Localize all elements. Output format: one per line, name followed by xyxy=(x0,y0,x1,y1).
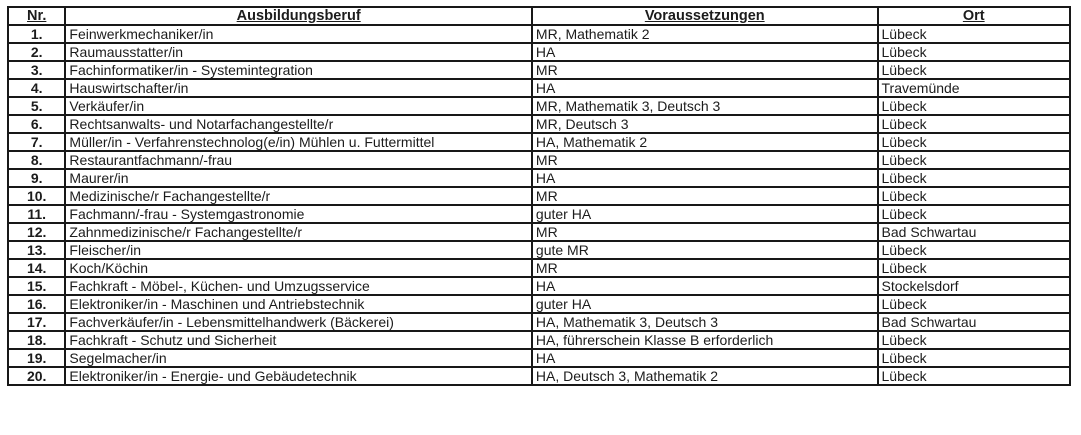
table-row xyxy=(8,295,1070,313)
cell-ausbildungsberuf: Fachmann/-frau - Systemgastronomie xyxy=(65,205,532,223)
cell-nr: 11. xyxy=(8,205,65,223)
cell-ausbildungsberuf: Elektroniker/in - Maschinen und Antriebstechnik xyxy=(65,295,532,313)
cell-voraussetzungen: HA xyxy=(532,169,878,187)
cell-voraussetzungen: guter HA xyxy=(532,295,878,313)
cell-voraussetzungen: MR, Mathematik 3, Deutsch 3 xyxy=(532,97,878,115)
cell-ausbildungsberuf: Fleischer/in xyxy=(65,241,532,259)
cell-ausbildungsberuf: Fachverkäufer/in - Lebensmittelhandwerk (Bäckerei) xyxy=(65,313,532,331)
table-row xyxy=(8,223,1070,241)
table-row xyxy=(8,169,1070,187)
cell-ort: Lübeck xyxy=(878,97,1070,115)
table-row xyxy=(8,115,1070,133)
cell-nr: 2. xyxy=(8,43,65,61)
cell-nr: 4. xyxy=(8,79,65,97)
header-row xyxy=(8,7,1070,25)
cell-nr: 5. xyxy=(8,97,65,115)
cell-nr: 13. xyxy=(8,241,65,259)
cell-ort: Lübeck xyxy=(878,331,1070,349)
cell-ort: Lübeck xyxy=(878,241,1070,259)
cell-voraussetzungen: guter HA xyxy=(532,205,878,223)
cell-voraussetzungen: MR, Mathematik 2 xyxy=(532,25,878,43)
cell-ort: Lübeck xyxy=(878,349,1070,367)
table-row xyxy=(8,25,1070,43)
table-row xyxy=(8,205,1070,223)
cell-voraussetzungen: HA, Mathematik 2 xyxy=(532,133,878,151)
cell-ausbildungsberuf: Segelmacher/in xyxy=(65,349,532,367)
cell-voraussetzungen: gute MR xyxy=(532,241,878,259)
cell-nr: 7. xyxy=(8,133,65,151)
cell-ort: Lübeck xyxy=(878,187,1070,205)
cell-ort: Lübeck xyxy=(878,151,1070,169)
cell-ausbildungsberuf: Hauswirtschafter/in xyxy=(65,79,532,97)
table-row xyxy=(8,43,1070,61)
cell-ort: Lübeck xyxy=(878,367,1070,385)
cell-voraussetzungen: HA, führerschein Klasse B erforderlich xyxy=(532,331,878,349)
cell-ausbildungsberuf: Restaurantfachmann/-frau xyxy=(65,151,532,169)
cell-ausbildungsberuf: Fachkraft - Möbel-, Küchen- und Umzugsservice xyxy=(65,277,532,295)
cell-ausbildungsberuf: Raumausstatter/in xyxy=(65,43,532,61)
cell-voraussetzungen: MR xyxy=(532,151,878,169)
cell-nr: 18. xyxy=(8,331,65,349)
cell-nr: 15. xyxy=(8,277,65,295)
table-row xyxy=(8,187,1070,205)
cell-voraussetzungen: HA xyxy=(532,79,878,97)
cell-voraussetzungen: HA xyxy=(532,43,878,61)
cell-nr: 6. xyxy=(8,115,65,133)
cell-nr: 9. xyxy=(8,169,65,187)
cell-voraussetzungen: MR xyxy=(532,223,878,241)
cell-nr: 10. xyxy=(8,187,65,205)
cell-ausbildungsberuf: Fachinformatiker/in - Systemintegration xyxy=(65,61,532,79)
cell-ort: Lübeck xyxy=(878,115,1070,133)
table-row xyxy=(8,241,1070,259)
cell-voraussetzungen: HA, Mathematik 3, Deutsch 3 xyxy=(532,313,878,331)
column-header-beruf: Ausbildungsberuf xyxy=(65,7,532,25)
table-row xyxy=(8,277,1070,295)
cell-voraussetzungen: HA xyxy=(532,349,878,367)
cell-nr: 8. xyxy=(8,151,65,169)
cell-voraussetzungen: MR xyxy=(532,61,878,79)
cell-ausbildungsberuf: Feinwerkmechaniker/in xyxy=(65,25,532,43)
cell-voraussetzungen: HA xyxy=(532,277,878,295)
cell-nr: 19. xyxy=(8,349,65,367)
cell-ausbildungsberuf: Rechtsanwalts- und Notarfachangestellte/r xyxy=(65,115,532,133)
table-row xyxy=(8,61,1070,79)
table-row xyxy=(8,313,1070,331)
cell-ort: Lübeck xyxy=(878,61,1070,79)
table-row xyxy=(8,79,1070,97)
cell-voraussetzungen: MR xyxy=(532,187,878,205)
column-header-nr: Nr. xyxy=(8,7,65,25)
cell-ort: Stockelsdorf xyxy=(878,277,1070,295)
column-header-voraussetzungen: Voraussetzungen xyxy=(532,7,878,25)
table-body xyxy=(8,25,1070,385)
cell-ausbildungsberuf: Fachkraft - Schutz und Sicherheit xyxy=(65,331,532,349)
cell-ort: Lübeck xyxy=(878,25,1070,43)
cell-ort: Bad Schwartau xyxy=(878,223,1070,241)
table-row xyxy=(8,151,1070,169)
cell-nr: 3. xyxy=(8,61,65,79)
table-row xyxy=(8,367,1070,385)
cell-nr: 1. xyxy=(8,25,65,43)
cell-ort: Lübeck xyxy=(878,133,1070,151)
cell-nr: 12. xyxy=(8,223,65,241)
table-row xyxy=(8,259,1070,277)
cell-ort: Lübeck xyxy=(878,295,1070,313)
table-row xyxy=(8,349,1070,367)
cell-ort: Lübeck xyxy=(878,259,1070,277)
table-row xyxy=(8,331,1070,349)
cell-ausbildungsberuf: Koch/Köchin xyxy=(65,259,532,277)
cell-nr: 17. xyxy=(8,313,65,331)
cell-ort: Lübeck xyxy=(878,205,1070,223)
table-row xyxy=(8,97,1070,115)
cell-nr: 20. xyxy=(8,367,65,385)
cell-voraussetzungen: MR, Deutsch 3 xyxy=(532,115,878,133)
cell-ort: Travemünde xyxy=(878,79,1070,97)
cell-ausbildungsberuf: Maurer/in xyxy=(65,169,532,187)
cell-voraussetzungen: HA, Deutsch 3, Mathematik 2 xyxy=(532,367,878,385)
cell-ort: Bad Schwartau xyxy=(878,313,1070,331)
cell-ausbildungsberuf: Zahnmedizinische/r Fachangestellte/r xyxy=(65,223,532,241)
cell-nr: 14. xyxy=(8,259,65,277)
cell-ort: Lübeck xyxy=(878,169,1070,187)
cell-ausbildungsberuf: Müller/in - Verfahrenstechnolog(e/in) Mühlen u. Futtermittel xyxy=(65,133,532,151)
cell-ort: Lübeck xyxy=(878,43,1070,61)
cell-nr: 16. xyxy=(8,295,65,313)
cell-voraussetzungen: MR xyxy=(532,259,878,277)
cell-ausbildungsberuf: Medizinische/r Fachangestellte/r xyxy=(65,187,532,205)
cell-ausbildungsberuf: Elektroniker/in - Energie- und Gebäudetechnik xyxy=(65,367,532,385)
column-header-ort: Ort xyxy=(878,7,1070,25)
table-row xyxy=(8,133,1070,151)
cell-ausbildungsberuf: Verkäufer/in xyxy=(65,97,532,115)
ausbildungsberufe-table xyxy=(7,6,1071,386)
